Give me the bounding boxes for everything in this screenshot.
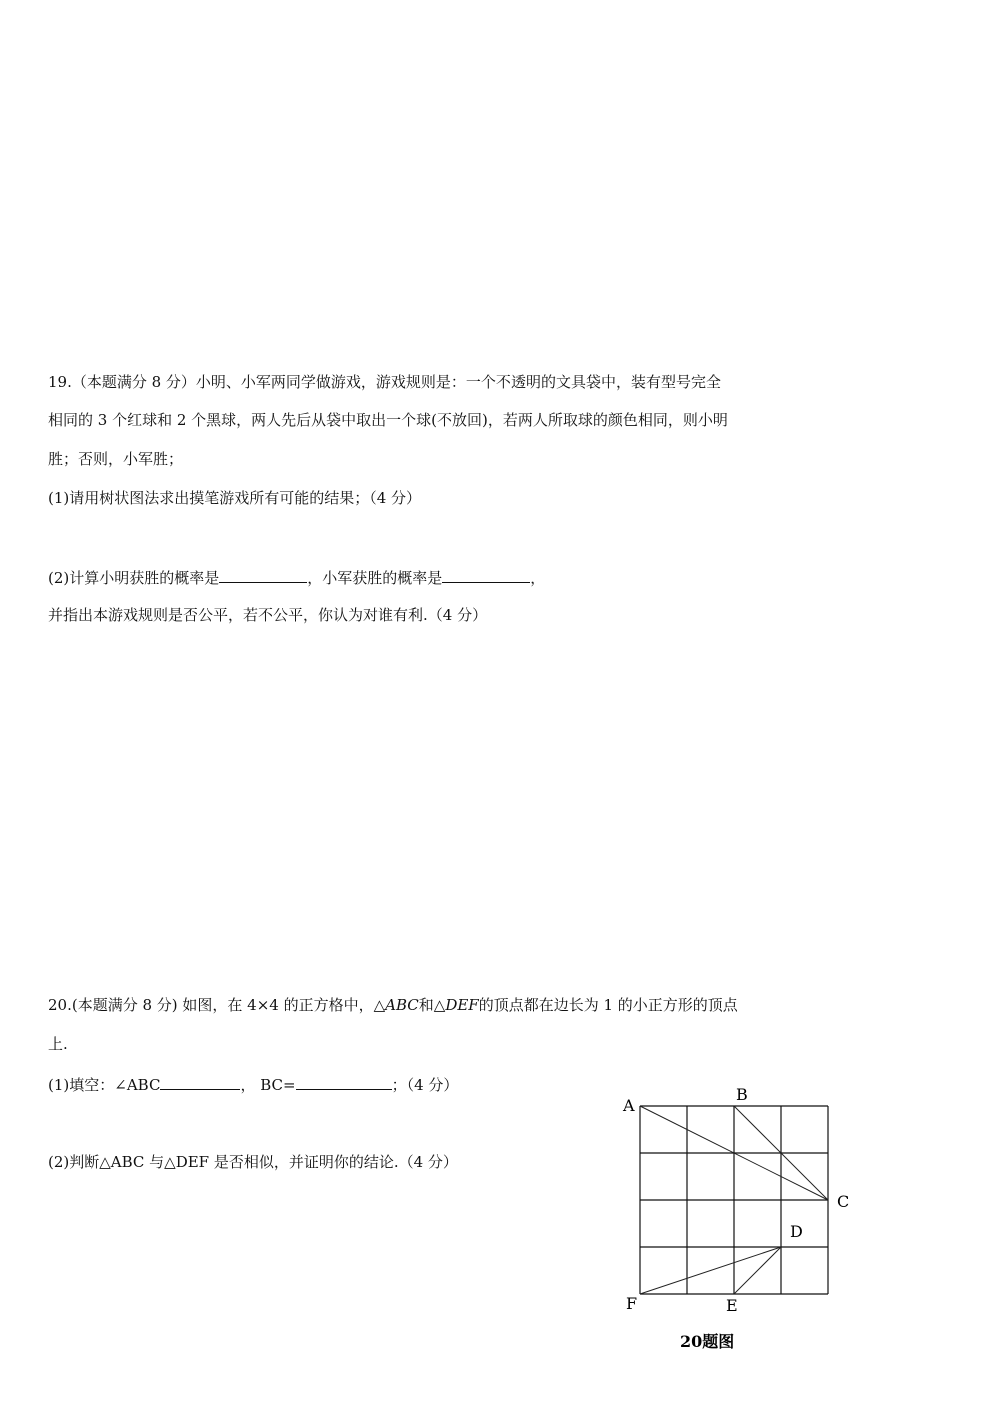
q19-part-2 (48, 566, 545, 588)
segment-fd (640, 1247, 781, 1294)
q19-line-1: 19.（本题满分 8 分）小明、小军两同学做游戏，游戏规则是：一个不透明的文具袋中，装有型号完全 (48, 373, 721, 391)
q19-line-2: 相同的 3 个红球和 2 个黑球，两人先后从袋中取出一个球(不放回)，若两人所取球的颜色相同，则小明 (48, 411, 728, 429)
xiaojun-probability-blank[interactable] (442, 566, 530, 583)
q20-part-1-text-b: ， BC= (240, 1076, 296, 1094)
q20-line-1 (48, 995, 738, 1015)
q19-part-2-text-a: (2)计算小明获胜的概率是 (48, 569, 220, 587)
xiaoming-probability-blank[interactable] (219, 566, 307, 583)
q19-part-2-line-2: 并指出本游戏规则是否公平，若不公平，你认为对谁有利.（4 分） (48, 606, 488, 624)
q19-line-3: 胜；否则，小军胜； (48, 450, 184, 468)
point-label-a: A (623, 1096, 635, 1115)
q19-part-1: (1)请用树状图法求出摸笔游戏所有可能的结果；（4 分） (48, 489, 422, 507)
q20-line-2: 上. (48, 1035, 68, 1053)
q20-part-1 (48, 1073, 458, 1095)
q19-part-2-text-b: ，小军获胜的概率是 (307, 569, 443, 587)
q20-part-1-text-c: ；（4 分） (391, 1076, 459, 1094)
q20-line-1-text-c: 的顶点都在边长为 1 的小正方形的顶点 (478, 996, 738, 1014)
q20-line-1-text-a: 20.(本题满分 8 分) 如图，在 4×4 的正方格中，△ (48, 996, 386, 1014)
point-label-d: D (790, 1222, 803, 1241)
point-label-c: C (837, 1192, 850, 1211)
q19-part-2-text-c: ， (530, 569, 546, 587)
bc-length-blank[interactable] (296, 1073, 392, 1090)
triangle-abc-label: ABC (385, 996, 419, 1014)
figure-caption: 20题图 (680, 1332, 735, 1351)
point-label-f: F (626, 1294, 638, 1313)
q20-part-1-text-a: (1)填空：∠ABC (48, 1076, 161, 1094)
segment-ed (734, 1247, 781, 1294)
q20-part-2: (2)判断△ABC 与△DEF 是否相似，并证明你的结论.（4 分） (48, 1153, 458, 1171)
point-label-b: B (736, 1085, 748, 1104)
q20-line-1-text-b: 和△ (418, 996, 446, 1014)
q20-figure (600, 1080, 880, 1360)
triangle-def-label: DEF (445, 996, 479, 1014)
angle-abc-blank[interactable] (160, 1073, 240, 1090)
point-label-e: E (726, 1296, 738, 1315)
grid-figure (600, 1080, 880, 1360)
